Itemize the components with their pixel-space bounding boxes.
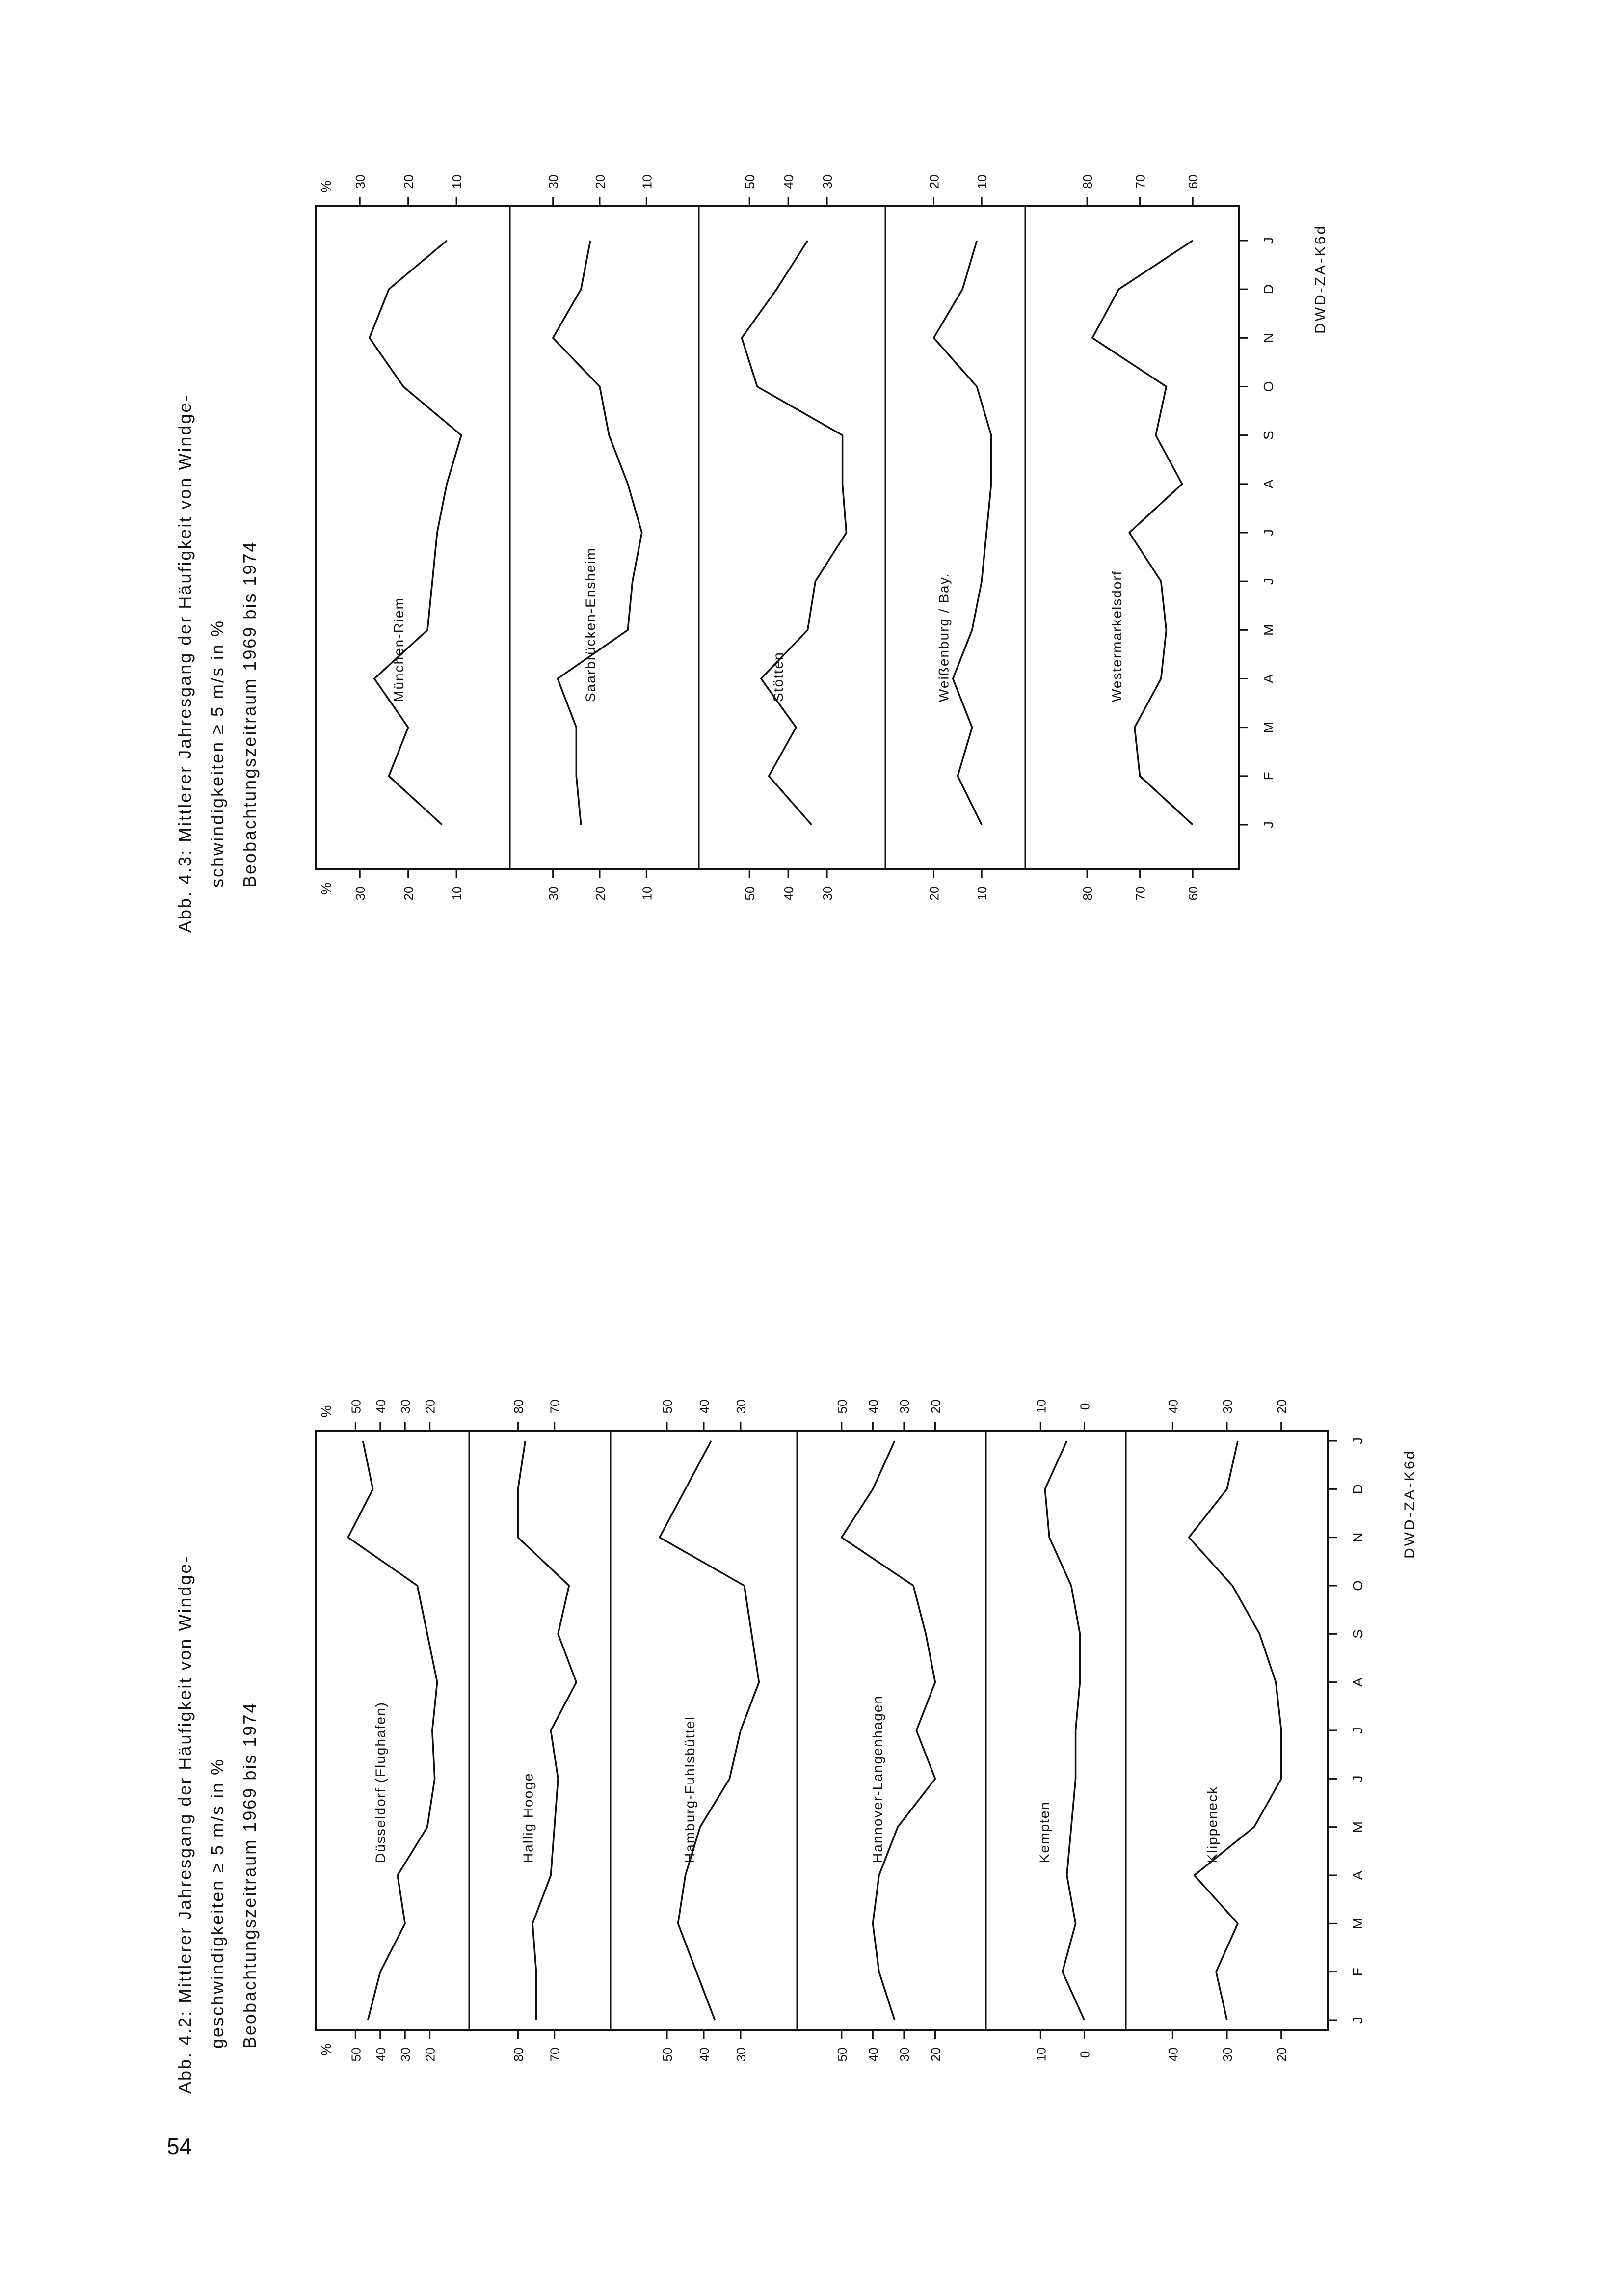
y-tick-label: 0: [1077, 2051, 1092, 2058]
y-tick-label: 30: [820, 174, 835, 189]
month-label: J: [1261, 237, 1276, 244]
y-tick-label: 30: [897, 1399, 912, 1414]
y-tick-label: 30: [820, 886, 835, 901]
station-label: Hallig Hooge: [520, 1772, 536, 1863]
y-tick-label: 30: [546, 174, 561, 189]
y-tick-label: 60: [1186, 174, 1201, 189]
y-tick-label: 20: [592, 174, 608, 189]
figure-code: DWD-ZA-K6d: [1312, 224, 1329, 334]
series-line: [553, 241, 642, 825]
month-label: J: [1350, 2017, 1365, 2024]
month-label: M: [1350, 1821, 1365, 1833]
y-tick-label: 70: [1133, 886, 1148, 901]
y-tick-label: 20: [592, 886, 608, 901]
y-tick-label: 40: [1166, 2047, 1181, 2062]
month-label: N: [1261, 333, 1276, 343]
y-tick-label: 30: [353, 174, 368, 189]
month-label: O: [1261, 381, 1276, 392]
unit-label: %: [319, 2043, 334, 2056]
series-line: [348, 1441, 437, 2020]
y-tick-label: 30: [734, 2047, 748, 2062]
series-line: [1045, 1441, 1084, 2020]
y-tick-label: 0: [1077, 1403, 1092, 1410]
y-tick-label: 50: [348, 2047, 364, 2062]
month-label: M: [1261, 722, 1276, 733]
station-label: Klippeneck: [1204, 1786, 1220, 1863]
unit-label: %: [319, 1405, 334, 1418]
series-line: [370, 241, 461, 825]
month-label: A: [1350, 1677, 1365, 1687]
month-label: J: [1350, 1727, 1365, 1734]
y-tick-label: 30: [546, 886, 561, 901]
y-tick-label: 80: [1080, 886, 1095, 901]
y-tick-label: 10: [1034, 2047, 1049, 2062]
y-tick-label: 60: [1186, 886, 1201, 901]
caption-line-2: schwindigkeiten ≥ 5 m/s in %: [207, 620, 227, 888]
y-tick-label: 10: [450, 886, 465, 901]
series-line: [1189, 1441, 1281, 2020]
station-label: Saarbrücken-Ensheim: [583, 547, 598, 702]
station-label: Düsseldorf (Flughafen): [372, 1702, 388, 1863]
caption-text-1: Mittlerer Jahresgang der Häufigkeit von Windge-: [175, 394, 195, 842]
y-tick-label: 40: [781, 886, 797, 901]
y-tick-label: 50: [834, 2047, 850, 2062]
figure-code: DWD-ZA-K6d: [1402, 1449, 1418, 1559]
caption-text-1: Mittlerer Jahresgang der Häufigkeit von Windge-: [175, 1555, 195, 2003]
chart-frame: [316, 206, 1239, 869]
y-tick-label: 40: [697, 2047, 712, 2062]
y-tick-label: 70: [547, 2047, 562, 2062]
series-line: [518, 1441, 576, 2020]
month-label: J: [1350, 1775, 1365, 1783]
series-line: [1092, 241, 1193, 825]
y-tick-label: 10: [639, 174, 655, 189]
station-label: Westermarkelsdorf: [1109, 570, 1124, 702]
y-tick-label: 50: [348, 1399, 364, 1414]
y-tick-label: 50: [834, 1399, 850, 1414]
y-tick-label: 20: [423, 1399, 438, 1414]
y-tick-label: 30: [897, 2047, 912, 2062]
month-label: M: [1261, 624, 1276, 636]
month-label: J: [1350, 1437, 1365, 1444]
station-label: Hannover-Langenhagen: [870, 1695, 885, 1863]
y-tick-label: 10: [450, 174, 465, 189]
station-label: Weißenburg / Bay.: [936, 572, 952, 702]
y-tick-label: 30: [1220, 2047, 1235, 2062]
caption-line-3: Beobachtungszeitraum 1969 bis 1974: [239, 540, 260, 888]
y-tick-label: 10: [975, 886, 990, 901]
month-label: D: [1350, 1484, 1365, 1494]
page-number: 54: [167, 2134, 192, 2159]
y-tick-label: 40: [866, 2047, 881, 2062]
y-tick-label: 10: [639, 886, 655, 901]
series-line: [842, 1441, 935, 2020]
month-label: J: [1261, 529, 1276, 536]
y-tick-label: 20: [928, 2047, 943, 2062]
station-label: München-Riem: [391, 597, 406, 702]
y-tick-label: 80: [511, 1399, 526, 1414]
month-label: S: [1350, 1629, 1365, 1639]
y-tick-label: 40: [373, 2047, 388, 2062]
caption-line-1: [169, 394, 201, 933]
month-label: N: [1350, 1532, 1365, 1542]
caption-line-3: Beobachtungszeitraum 1969 bis 1974: [239, 1702, 260, 2049]
chart-4-2: [316, 1392, 1377, 2094]
figure-caption: [169, 394, 266, 933]
station-label: Kempten: [1037, 1801, 1052, 1863]
month-label: J: [1261, 578, 1276, 585]
chart-frame: [316, 1431, 1328, 2030]
y-tick-label: 30: [734, 1399, 748, 1414]
month-label: M: [1350, 1918, 1365, 1929]
y-tick-label: 20: [1274, 2047, 1289, 2062]
unit-label: %: [319, 882, 334, 895]
y-tick-label: 10: [975, 174, 990, 189]
y-tick-label: 20: [401, 174, 416, 189]
y-tick-label: 30: [398, 1399, 413, 1414]
month-label: A: [1261, 479, 1276, 489]
caption-line-1: [169, 1555, 201, 2094]
series-line: [660, 1441, 759, 2020]
y-tick-label: 70: [547, 1399, 562, 1414]
y-tick-label: 20: [928, 1399, 943, 1414]
month-label: A: [1261, 674, 1276, 683]
y-tick-label: 20: [401, 886, 416, 901]
y-tick-label: 20: [1274, 1399, 1289, 1414]
caption-line-2: geschwindigkeiten ≥ 5 m/s in %: [207, 1758, 227, 2049]
y-tick-label: 40: [781, 174, 797, 189]
y-tick-label: 40: [373, 1399, 388, 1414]
y-tick-label: 10: [1034, 1399, 1049, 1414]
month-label: J: [1261, 821, 1276, 828]
y-tick-label: 30: [398, 2047, 413, 2062]
y-tick-label: 70: [1133, 174, 1148, 189]
y-tick-label: 50: [660, 1399, 675, 1414]
series-line: [934, 241, 991, 825]
y-tick-label: 20: [927, 174, 942, 189]
figure-label: Abb. 4.3:: [175, 848, 195, 933]
station-label: Hamburg-Fuhlsbüttel: [682, 1716, 697, 1863]
month-label: A: [1350, 1870, 1365, 1880]
y-tick-label: 50: [743, 174, 758, 189]
station-label: Stötten: [771, 651, 786, 702]
y-tick-label: 30: [353, 886, 368, 901]
chart-4-3: [316, 167, 1288, 933]
y-tick-label: 40: [1166, 1399, 1181, 1414]
month-label: D: [1261, 284, 1276, 295]
y-tick-label: 20: [423, 2047, 438, 2062]
y-tick-label: 80: [1080, 174, 1095, 189]
y-tick-label: 50: [660, 2047, 675, 2062]
series-line: [742, 241, 846, 825]
y-tick-label: 50: [743, 886, 758, 901]
y-tick-label: 20: [927, 886, 942, 901]
month-label: F: [1261, 772, 1276, 781]
month-label: S: [1261, 431, 1276, 440]
y-tick-label: 30: [1220, 1399, 1235, 1414]
figure-label: Abb. 4.2:: [175, 2009, 195, 2094]
month-label: F: [1350, 1968, 1365, 1976]
y-tick-label: 40: [866, 1399, 881, 1414]
figure-caption: [169, 1555, 266, 2094]
y-tick-label: 40: [697, 1399, 712, 1414]
month-label: O: [1350, 1580, 1365, 1591]
unit-label: %: [319, 180, 334, 193]
y-tick-label: 80: [511, 2047, 526, 2062]
